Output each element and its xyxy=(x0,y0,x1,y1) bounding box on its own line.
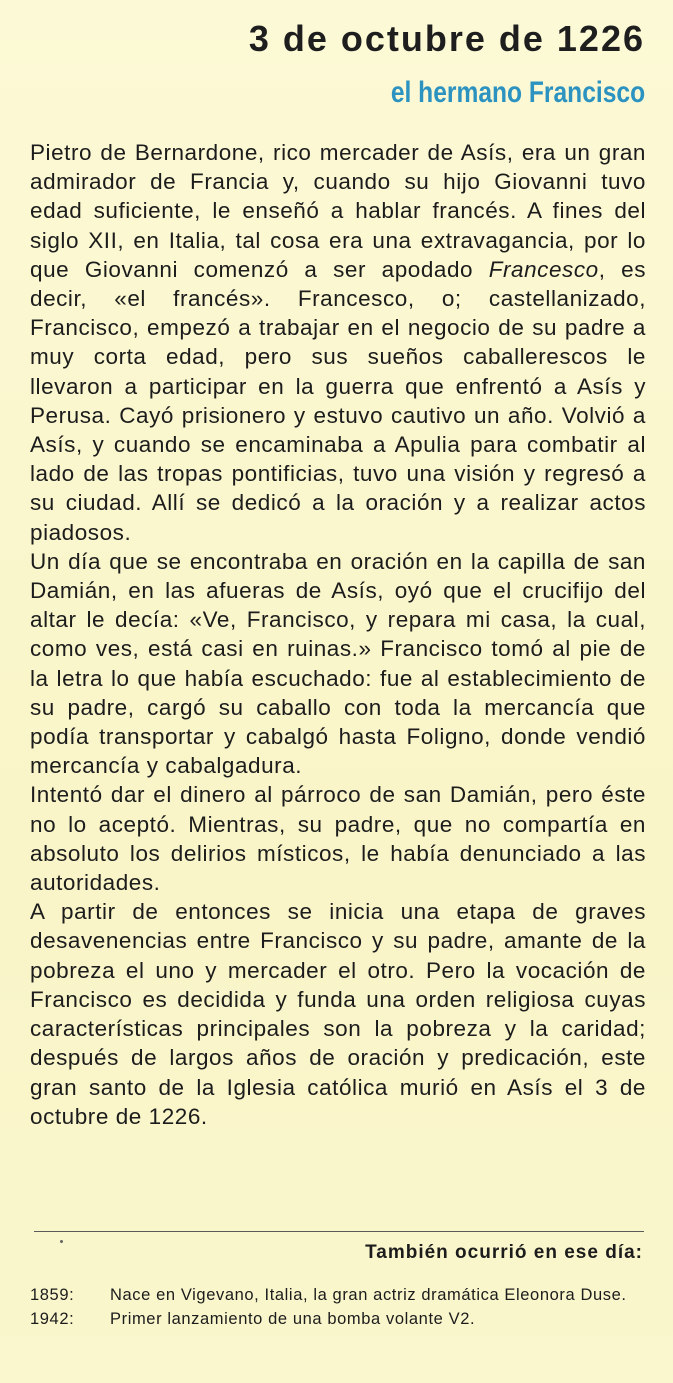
print-speck xyxy=(60,1240,63,1243)
paragraph-1-text-start: Pietro de Bernardone, rico mercader de Asís, era un gran admirador de Francia y, cuando su hijo Giovanni tuvo edad suficiente, le enseñó a hablar francés. A fines del siglo XII, en Italia, tal cosa era una extravagancia, por lo que Giovanni comenzó a ser apodado xyxy=(30,140,646,282)
page-subtitle: el hermano Francisco xyxy=(390,76,645,109)
italic-name-francesco: Francesco xyxy=(488,256,599,282)
list-item xyxy=(30,1284,646,1307)
section-divider xyxy=(34,1231,644,1232)
event-text: Nace en Vigevano, Italia, la gran actriz dramática Eleonora Duse. xyxy=(110,1286,627,1304)
paragraph-1-text-end: , es decir, «el francés». Francesco, o; castellanizado, Francisco, empezó a trabajar en el negocio de su padre a muy corta edad, pero sus sueños caballerescos le llevaron a participar en la guerra que enfrentó a Asís y Perusa. Cayó prisionero y estuvo cautivo un año. Volvió a Asís, y cuando se encaminaba a Apulia para combatir al lado de las tropas pontificias, tuvo una visión y regresó a su ciudad. Allí se dedicó a la oración y a realizar actos piadosos. xyxy=(30,256,646,545)
event-year: 1942: xyxy=(30,1310,75,1328)
article-paragraph-2: Un día que se encontraba en oración en la capilla de san Damián, en las afueras de Asís, oyó que el crucifijo del altar le decía: «Ve, Francisco, y repara mi casa, la cual, como ves, está casi en ruinas.» Francisco tomó al pie de la letra lo que había escuchado: fue al establecimiento de su padre, cargó su caballo con toda la mercancía que podía transportar y cabalgó hasta Foligno, donde vendió mercancía y cabalgadura. xyxy=(30,548,646,779)
article-paragraph-3: Intentó dar el dinero al párroco de san Damián, pero éste no lo aceptó. Mientras, su padre, que no compartía en absoluto los delirios místicos, le había denunciado a las autoridades. xyxy=(30,782,646,896)
page-title: 3 de octubre de 1226 xyxy=(248,18,645,59)
event-year: 1859: xyxy=(30,1286,75,1304)
article-paragraph-1 xyxy=(30,138,646,547)
article-paragraph-4: A partir de entonces se inicia una etapa de graves desavenencias entre Francisco y su padre, amante de la pobreza el uno y mercader el otro. Pero la vocación de Francisco es decidida y funda una orden religiosa cuyas características principales son la pobreza y la caridad; después de largos años de oración y predicación, este gran santo de la Iglesia católica murió en Asís el 3 de octubre de 1226. xyxy=(30,899,646,1129)
article-body xyxy=(30,138,646,1131)
also-happened-heading: También ocurrió en ese día: xyxy=(365,1242,643,1263)
events-list xyxy=(30,1284,646,1332)
event-text: Primer lanzamiento de una bomba volante V2. xyxy=(110,1310,476,1328)
list-item xyxy=(30,1308,646,1331)
